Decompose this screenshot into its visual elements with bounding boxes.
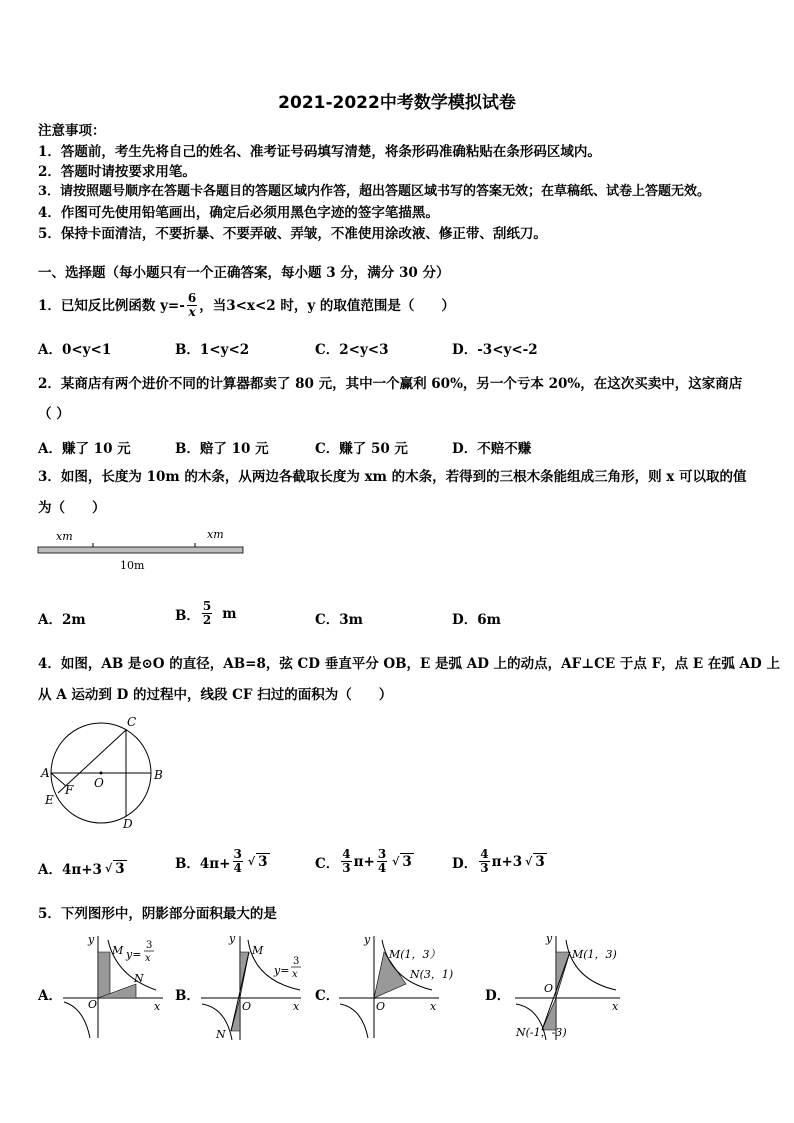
frac-den: 4	[233, 861, 242, 875]
wood-bar	[38, 547, 243, 553]
q4-circle-figure	[36, 714, 176, 834]
label-m: M	[252, 944, 264, 957]
page-title: 2021-2022中考数学模拟试卷	[278, 93, 516, 113]
q5-graph-b	[196, 928, 306, 1043]
q2-option-a[interactable]: A．赚了 10 元	[38, 441, 131, 457]
q5-option-b[interactable]: B．	[175, 988, 200, 1004]
label-xm-left: xm	[56, 530, 73, 543]
q4-opta-text: A．4π+3	[38, 862, 102, 878]
q3-option-a[interactable]: A．2m	[38, 612, 86, 628]
frac-den: 3	[342, 861, 351, 875]
q1-stem-post: ，当3<x<2 时，y 的取值范围是（ ）	[199, 297, 455, 314]
label-y: y	[229, 932, 236, 945]
question-3-line2: 为（ ）	[38, 500, 106, 516]
q5-option-a[interactable]: A．	[38, 988, 62, 1004]
q4-optd-pi: π+3	[491, 853, 523, 870]
question-2-line1: 2．某商店有两个进价不同的计算器都卖了 80 元，其中一个赢利 60%，另一个亏本 20%，在这次买卖中，这家商店	[38, 376, 743, 392]
func-label: y=	[126, 948, 142, 961]
q4-optc-pi: π+	[353, 853, 375, 870]
q3-option-c[interactable]: C．3m	[315, 612, 363, 628]
q2-option-d[interactable]: D．不赔不赚	[452, 441, 532, 457]
label-f: F	[65, 783, 74, 797]
q4-optd-sqrt: 3	[535, 854, 545, 870]
q4-optc-frac2	[377, 848, 387, 875]
notice-heading: 注意事项：	[38, 123, 106, 139]
q3-optb-label: B．	[175, 607, 200, 624]
func-num: 3	[293, 956, 300, 967]
label-n: N(-1，-3)	[516, 1026, 567, 1039]
label-xm-right: xm	[207, 528, 224, 541]
q5-option-d[interactable]: D．	[485, 988, 511, 1004]
segment-af	[51, 773, 66, 786]
label-o: O	[544, 982, 554, 995]
label-n: N	[134, 972, 144, 985]
q3-option-d[interactable]: D．6m	[452, 612, 501, 628]
notice-item: 3．请按照题号顺序在答题卡各题目的答题区域内作答，超出答题区域书写的答案无效；在草稿纸、试卷上答题无效。	[38, 184, 711, 199]
label-10m: 10m	[120, 559, 145, 572]
q1-option-c[interactable]: C．2<y<3	[315, 342, 389, 358]
frac-num: 3	[233, 847, 242, 861]
q1-frac-num: 6	[187, 291, 197, 305]
q4-optc-sqrt: 3	[402, 854, 412, 870]
q4-optd-frac	[479, 848, 489, 875]
q3-option-b[interactable]	[175, 600, 237, 627]
q4-optc-frac1	[341, 848, 351, 875]
q1-fraction	[187, 292, 197, 319]
q4-optb-sqrt: 3	[258, 854, 268, 870]
q5-option-c[interactable]: C．	[315, 988, 340, 1004]
notice-item: 5．保持卡面清洁，不要折暴、不要弄破、弄皱，不准使用涂改液、修正带、刮纸刀。	[38, 226, 547, 242]
center-point	[100, 772, 103, 775]
label-x: x	[154, 1000, 161, 1013]
q3-optb-frac	[202, 600, 212, 627]
hyperbola-q3	[64, 1002, 90, 1038]
label-d: D	[123, 817, 133, 831]
label-x: x	[430, 1000, 437, 1013]
q4-optc-label: C．	[315, 855, 340, 872]
label-o: O	[94, 776, 104, 790]
label-x: x	[612, 1000, 619, 1013]
func-den: x	[145, 953, 151, 964]
q4-optb-text: B．4π+	[175, 855, 231, 872]
question-1-stem	[38, 292, 455, 319]
q1-stem-pre: 1．已知反比例函数 y=-	[38, 297, 185, 314]
func-num: 3	[146, 940, 153, 951]
label-y: y	[364, 933, 371, 946]
func-label: y=	[274, 964, 290, 977]
label-y: y	[88, 933, 95, 946]
notice-item: 1．答题前，考生先将自己的姓名、准考证号码填写清楚，将条形码准确粘贴在条形码区域内。	[38, 144, 601, 160]
question-5-stem: 5．下列图形中，阴影部分面积最大的是	[38, 906, 277, 922]
func-den: x	[292, 969, 298, 980]
label-n: N	[216, 1028, 226, 1041]
q2-option-c[interactable]: C．赚了 50 元	[315, 441, 408, 457]
hyperbola-q3	[340, 1004, 368, 1038]
frac-num: 3	[377, 847, 387, 861]
q5-graph-a	[58, 928, 168, 1043]
label-y: y	[546, 932, 553, 945]
question-3-line1: 3．如图，长度为 10m 的木条，从两边各截取长度为 xm 的木条，若得到的三根木条能组成三角形，则 x 可以取的值	[38, 469, 747, 485]
q4-option-b[interactable]: B．4π+ $\frac{3}{4}$ √ 3	[175, 847, 268, 875]
q4-option-c[interactable]: C． $\frac{4}{3}$ π+ $\frac{3}{4}$ √ 3	[315, 847, 412, 875]
notice-item: 2．答题时请按要求用笔。	[38, 164, 196, 180]
label-o: O	[88, 998, 98, 1011]
q4-optd-label: D．	[452, 855, 478, 872]
frac-den: 3	[480, 861, 489, 875]
label-x: x	[293, 1000, 300, 1013]
question-4-line2: 从 A 运动到 D 的过程中，线段 CF 扫过的面积为（ ）	[38, 687, 393, 703]
question-2-line2: （ ）	[38, 406, 70, 422]
q4-option-d[interactable]: D． $\frac{4}{3}$ π+3 √ 3	[452, 847, 545, 875]
q1-option-a[interactable]: A．0<y<1	[38, 342, 112, 358]
q4-option-a[interactable]: A．4π+3 √ 3	[38, 858, 127, 878]
section-heading: 一、选择题（每小题只有一个正确答案，每小题 3 分，满分 30 分）	[38, 265, 450, 281]
q4-optb-frac	[233, 848, 243, 875]
frac-num: 4	[342, 847, 351, 861]
q5-graph-d	[510, 928, 630, 1043]
q3-optb-num: 5	[202, 599, 212, 613]
question-4-line1: 4．如图，AB 是⊙O 的直径，AB=8，弦 CD 垂直平分 OB，E 是弧 AD 上的动点，AF⊥CE 于点 F，点 E 在弧 AD 上	[38, 656, 780, 672]
q3-wood-figure	[30, 525, 255, 575]
label-a: A	[41, 766, 50, 780]
q1-option-d[interactable]: D．-3<y<-2	[452, 342, 538, 358]
notice-item: 4．作图可先使用铅笔画出，确定后必须用黑色字迹的签字笔描黑。	[38, 205, 439, 221]
q3-optb-unit: m	[222, 605, 237, 622]
label-b: B	[154, 768, 163, 782]
q5-graph-c	[334, 928, 464, 1043]
label-m: M(1，3）	[389, 948, 441, 961]
q1-frac-den: x	[188, 305, 196, 319]
q4-opta-sqrt: 3	[115, 860, 125, 877]
frac-den: 4	[377, 861, 387, 875]
q1-option-b[interactable]: B．1<y<2	[175, 342, 250, 358]
label-o: O	[376, 1000, 386, 1013]
q3-optb-den: 2	[202, 613, 212, 627]
label-c: C	[127, 715, 137, 729]
label-m: M	[112, 944, 124, 957]
frac-num: 4	[480, 847, 489, 861]
label-m: M(1，3)	[572, 948, 617, 961]
label-o: O	[242, 1000, 252, 1013]
label-n: N(3，1)	[410, 968, 454, 981]
q2-option-b[interactable]: B．赔了 10 元	[175, 441, 269, 457]
shaded-rect	[98, 952, 110, 998]
label-e: E	[45, 793, 54, 807]
